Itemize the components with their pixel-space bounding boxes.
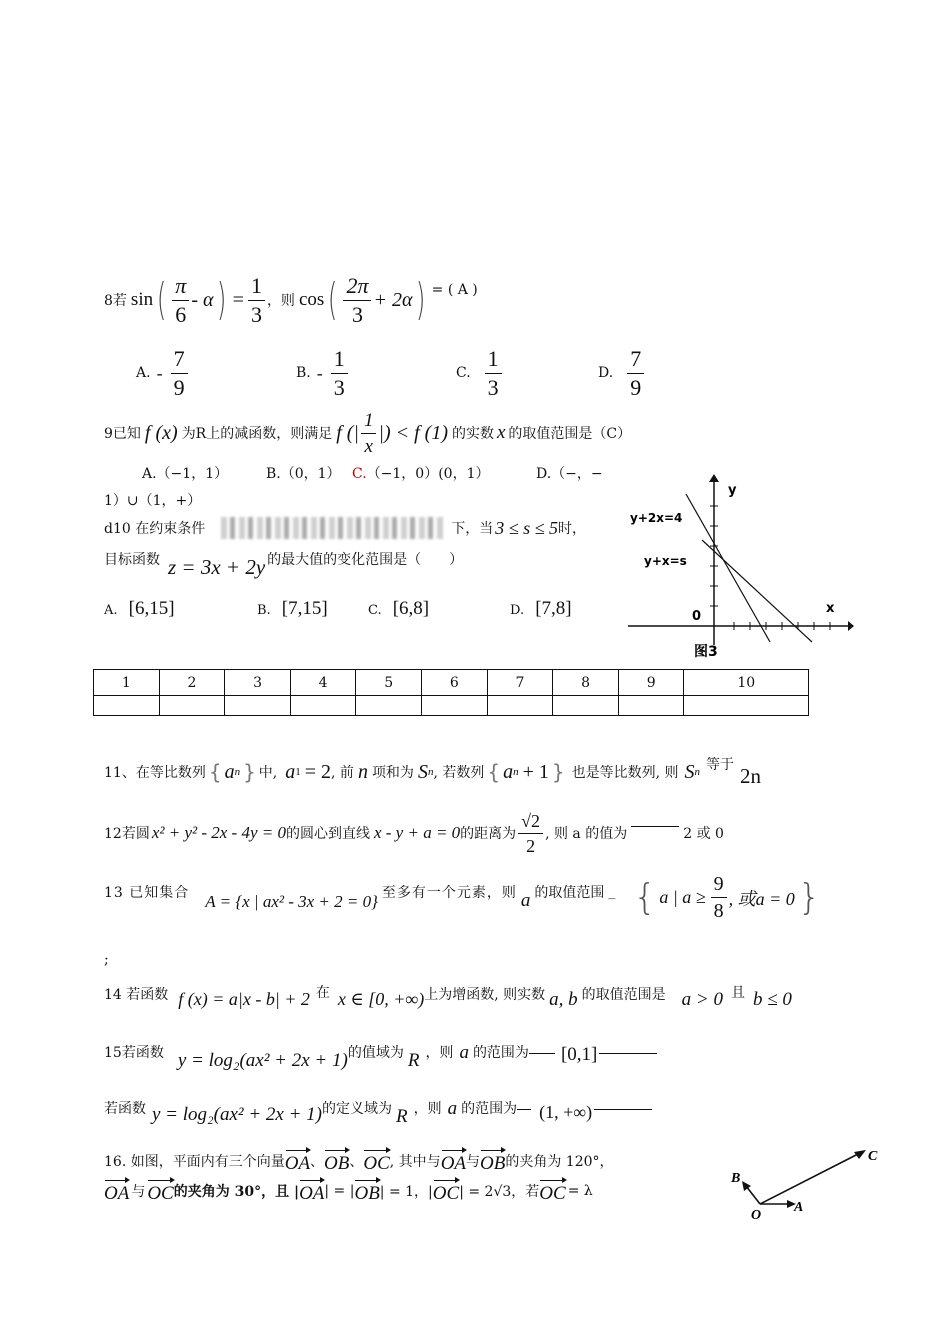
q13-answer: { a | a ≥ $\frac{9}{8}$ , 或a = 0 } [633,873,821,922]
table-header-cell: 6 [422,670,488,696]
question-15b [104,1094,652,1134]
table-header-cell: 3 [225,670,291,696]
q13-label: 13 已知集合 [104,885,190,901]
q11-t2: , 前 [331,765,354,781]
q9-fx: f (x) [144,421,178,444]
y-axis-arrow [709,474,719,482]
q8-answer: = ( A ) [431,282,478,298]
q8-eq: = [232,288,244,311]
q10-z: z = 3x + 2y [168,555,266,579]
q9-options [142,463,603,483]
q15b-a: a [447,1098,458,1119]
blurred-constraints-image [221,517,443,539]
q10-cond-end: 时， [558,521,586,537]
q12-eq: x² + y² - 2x - 4y = 0 [151,823,286,842]
svg-text:A: A [794,1200,804,1215]
q8-sin: sin [130,289,154,310]
q9-text1: 为R上的减函数，则满足 [181,426,333,442]
q14-t4: 且 [730,985,745,1001]
q12-t1: 的圆心到直线 [285,826,370,842]
arrow-ob [746,1186,760,1204]
q10-desc: 的最大值的变化范围是（ ） [267,552,464,568]
answer-cell[interactable] [94,696,160,716]
q14-ab: a, b [549,989,578,1010]
q14-label: 14 若函数 [104,987,169,1003]
q15-answer: [0,1] [560,1044,598,1065]
table-header-cell: 8 [553,670,619,696]
q9-option-c: C.（−1，0）(0，1） [352,466,490,482]
q16-label: 16. 如图，平面内有三个向量 [104,1154,285,1170]
origin-label: 0 [692,609,702,624]
q15b-label: 若函数 [104,1101,146,1117]
y-axis-label: y [728,483,737,498]
q12-label: 12若圆 [104,826,150,842]
q15b-answer: (1, +∞) [539,1102,593,1122]
figure-3-graph [624,470,856,666]
q15b-R: R [396,1106,408,1127]
q8-frac-2pi3: $\frac{2\pi}{3}$ [343,275,371,326]
q13-t1: 至多有一个元素，则 [381,885,517,901]
q8-frac-pi6: $\frac{\pi}{6}$ [172,275,189,326]
q11-t6: 等于 [706,757,734,773]
q10-after: 下，当 [451,521,494,537]
q8-option-c: C. $\frac{1}{3}$ [456,348,504,398]
vector-oa: OA [285,1147,310,1175]
question-13: 13 已知集合 A = {x | ax² - 3x + 2 = 0} 至多有一个元素，则 a 的取值范围 _ { a | a ≥ $\frac{9}{8}$ , 或a = 0 } [104,873,821,922]
q11-t4: , 若数列 [433,765,485,781]
line2-label: y+x=s [644,554,687,568]
answer-cell[interactable] [290,696,356,716]
q8-cos: cos [298,289,325,310]
answer-cell[interactable] [159,696,225,716]
q11-mid: 中, [258,765,278,781]
q12-answer: 2 或 0 [683,826,724,842]
table-header-cell: 7 [487,670,553,696]
question-16-line2: OA 与 OC 的夹角为 30°，且 | OA | = | OB | = 1，| OC | = 2√3，若 OC = λ [104,1176,593,1206]
arrow-oc [760,1153,860,1204]
answer-table-header-row [94,670,809,696]
q8-option-a: A. - $\frac{7}{9}$ [136,348,190,398]
q13-set: A = {x | ax² - 3x + 2 = 0} [205,892,378,911]
q10-target-label: 目标函数 [104,552,160,568]
q8-option-b: B. - $\frac{1}{3}$ [296,348,350,398]
q15-R: R [407,1050,420,1071]
q15-t1: 的值域为 [347,1045,404,1061]
q8-then: ，则 [266,293,295,309]
q14-t2: 上为增函数, 则实数 [424,987,546,1003]
q10-option-c: C. [6,8] [368,598,430,619]
q14-t3: 的取值范围是 [581,987,666,1003]
answer-cell[interactable] [487,696,553,716]
table-header-cell: 1 [94,670,160,696]
q10-option-d: D. [7,8] [510,598,572,619]
q15-t2: ，则 [425,1045,454,1061]
q9-text2: 的实数 [451,426,494,442]
q15b-f: y = log₂(ax² + 2x + 1) [152,1104,322,1125]
q12-line: x - y + a = 0 [373,823,461,842]
q11-t5: 也是等比数列, 则 [571,765,679,781]
question-12: 12若圆 x² + y² - 2x - 4y = 0 的圆心到直线 x - y + a = 0 的距离为 $\frac{√2}{2}$ , 则 a 的值为 2 或 0 [104,810,724,856]
q15b-t1: 的定义域为 [322,1101,392,1117]
vector-ob: OB [324,1147,349,1175]
question-11: 11、在等比数列 { a n } 中, a 1 = 2 , 前 n 项和为 S n , 若数列 { a n + 1 } 也是等比数列, 则 S n 等于 2n [104,754,761,790]
q10-target [104,545,463,585]
q10-option-a: A. [6,15] [104,598,175,619]
table-header-cell: 10 [684,670,809,696]
q9-f: f (| [336,421,359,444]
answer-table [93,669,809,716]
question-10 [104,514,586,542]
line1-label: y+2x=4 [630,511,683,525]
q11-label: 11、在等比数列 [104,765,206,781]
table-header-cell: 4 [290,670,356,696]
q15-t3: 的范围为 [472,1045,529,1061]
question-9: 9已知 f (x) 为R上的减函数，则满足 f (| $\frac{1}{x}$ |) < f (1) 的实数 x 的取值范围是（C） [104,409,632,457]
q12-t3: , 则 a 的值为 [545,826,628,842]
table-header-cell: 9 [618,670,684,696]
q8-label: 8若 [104,293,127,309]
vector-oc: OC [363,1147,389,1175]
svg-text:B: B [731,1171,741,1186]
question-16: 16. 如图，平面内有三个向量 OA 、 OB 、 OC , 其中与 OA 与 OB 的夹角为 120°， [104,1146,614,1176]
question-15 [104,1038,657,1078]
q14-f: f (x) = a|x - b| + 2 [178,989,310,1009]
q13-a: a [520,890,531,911]
q14-answer-a: a > 0 [681,989,723,1010]
q11-answer: 2n [740,763,761,788]
q10-cond: 3 ≤ s ≤ 5 [495,517,558,538]
q10-option-b: B. [7,15] [257,598,328,619]
q9-option-b: B.（0，1） [266,466,341,482]
q15-f: y = log₂(ax² + 2x + 1) [177,1050,348,1071]
q8-plus-2alpha: + 2α [373,288,413,311]
q15-a: a [459,1042,469,1063]
q15-label: 15若函数 [104,1045,164,1061]
q10-label: d10 在约束条件 [104,521,206,537]
answer-cell[interactable] [618,696,684,716]
svg-text:O: O [751,1208,762,1220]
answer-table-answer-row [94,696,809,716]
q9-rest: |) < f (1) [378,421,448,444]
x-axis-arrow [848,621,854,631]
table-header-cell: 5 [356,670,422,696]
q9-label: 9已知 [104,426,141,442]
q9-x: x [496,422,506,443]
q13-semicolon: ; [104,952,109,968]
answer-cell[interactable] [356,696,422,716]
question-8: 8若 sin ( $\frac{\pi}{6}$ - α ) = $\frac{1}{3}$ ，则 cos ( $\frac{2\pi}{3}$ + 2α ) = ( A ) [104,272,478,327]
q8-minus-alpha: - α [191,288,214,311]
q8-option-d: D. $\frac{7}{9}$ [598,348,646,398]
q16-vector-figure [726,1140,884,1220]
answer-cell[interactable] [422,696,488,716]
q13-t2: 的取值范围 [534,885,605,901]
q11-t3: 项和为 [371,765,414,781]
q9-text3: 的取值范围是（C） [508,426,632,442]
x-axis-label: x [826,601,835,616]
answer-cell[interactable] [225,696,291,716]
q12-t2: 的距离为 [460,826,517,842]
q15b-t3: 的范围为 [461,1101,518,1117]
q10-options [104,598,624,628]
svg-text:C: C [868,1149,878,1164]
table-header-cell: 2 [159,670,225,696]
answer-cell[interactable] [553,696,619,716]
q14-t1: 在 [315,985,330,1001]
q14-answer-b: b ≤ 0 [752,989,792,1010]
question-14 [104,982,792,1018]
q9-option-a: A.（−1，1） [142,466,229,482]
q14-dom: x ∈ [0, +∞) [337,989,425,1009]
q9-option-d: D.（−，− [536,466,603,482]
figure-caption: 图3 [694,644,718,660]
answer-cell[interactable] [684,696,809,716]
q8-frac-13: $\frac{1}{3}$ [248,275,265,326]
q9-line2: 1）∪（1，+） [104,493,202,509]
q15b-t2: ，则 [413,1101,442,1117]
